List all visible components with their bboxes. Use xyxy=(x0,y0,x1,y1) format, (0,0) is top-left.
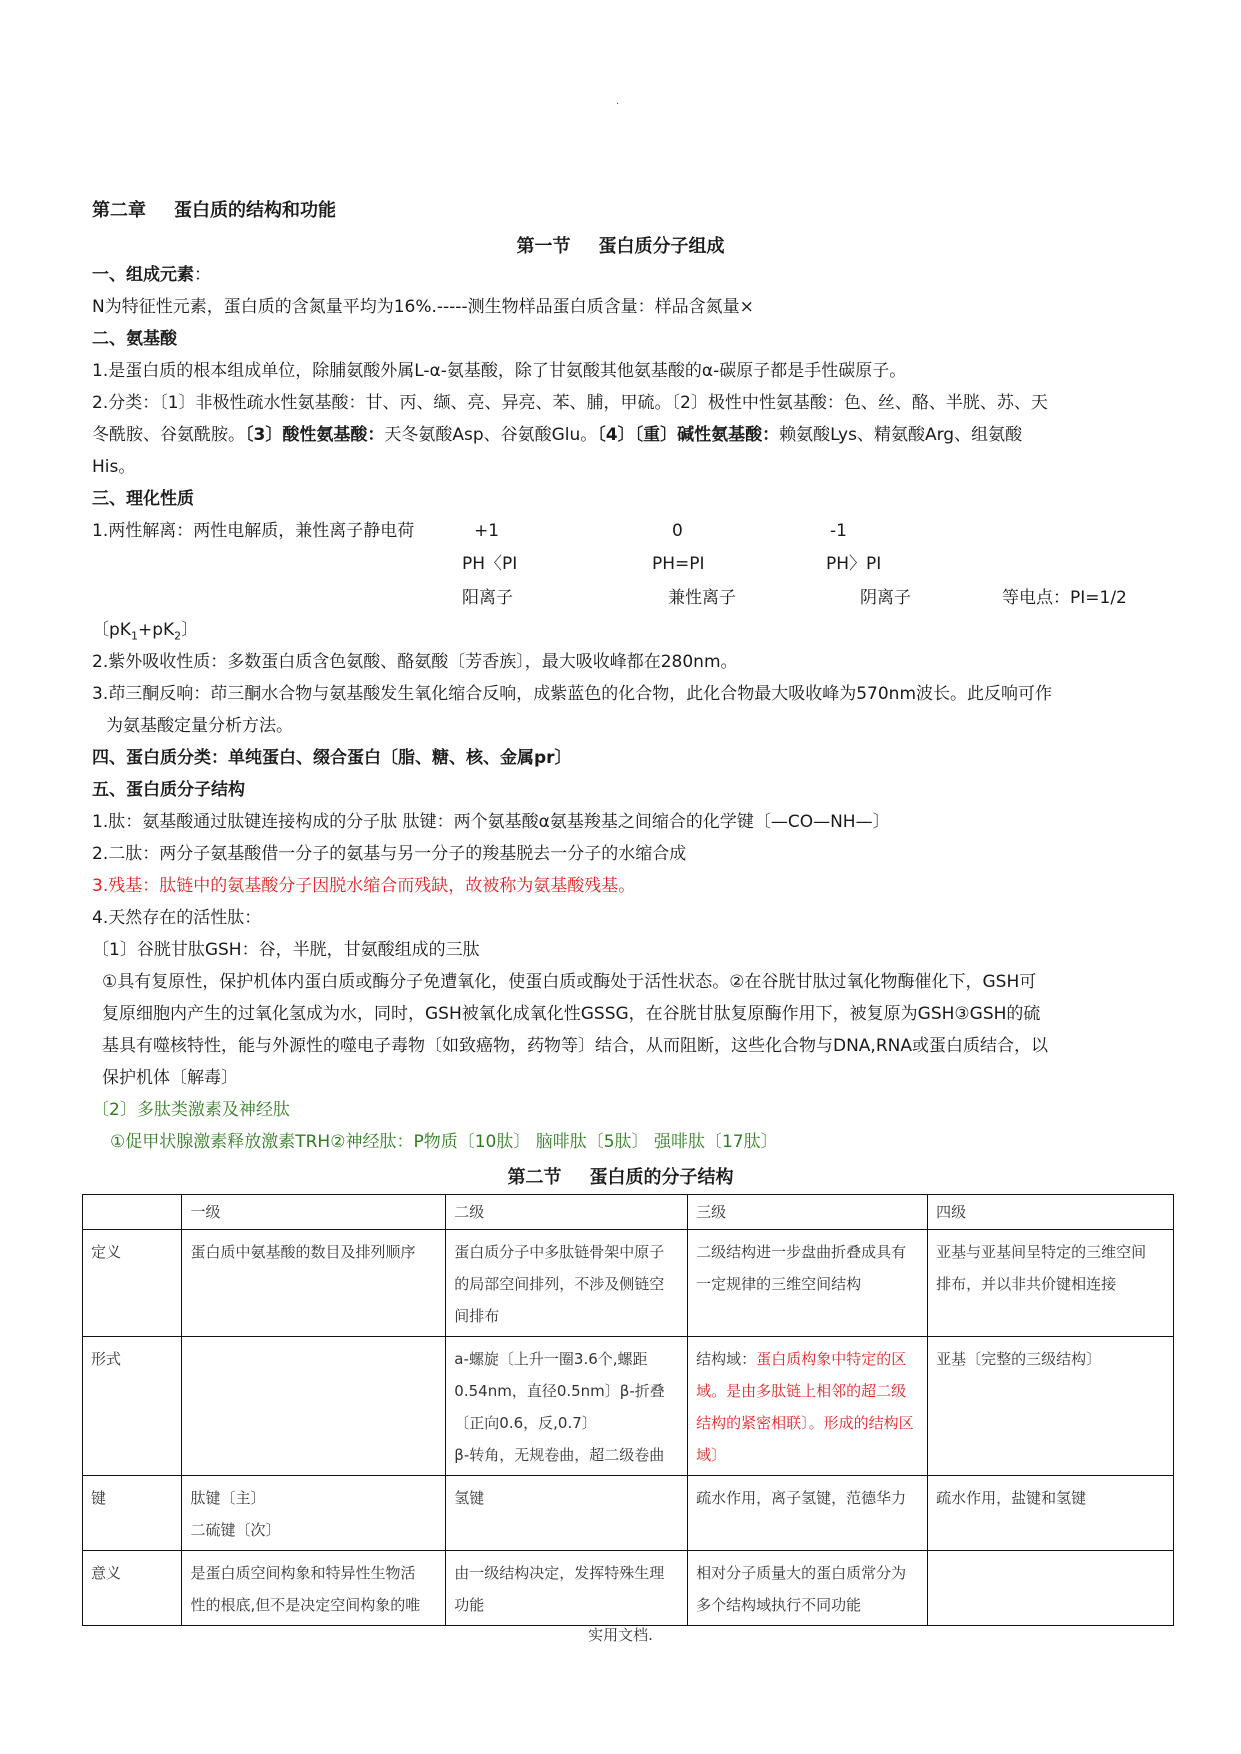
para-gsh: 〔1〕谷胱甘肽GSH：谷，半胱，甘氨酸组成的三肽 xyxy=(92,940,480,960)
cell-line xyxy=(696,1343,919,1375)
subscript: 1 xyxy=(130,629,138,643)
charge-negative: -1 xyxy=(830,521,847,541)
row-label: 形式 xyxy=(83,1337,182,1476)
para-neuropeptides: ①促甲状腺激素释放激素TRH②神经肽：P物质〔10肽〕 脑啡肽〔5肽〕 强啡肽〔17肽〕 xyxy=(110,1132,778,1152)
heading-properties: 三、理化性质 xyxy=(92,489,194,509)
table-header-cell xyxy=(83,1195,182,1230)
para-gsh-detail-2: 复原细胞内产生的过氧化氢成为水，同时，GSH被氧化成氧化性GSSG，在谷胱甘肽复原酶作用下，被复原为GSH③GSH的硫 xyxy=(102,1004,1041,1024)
section1-name: 蛋白质分子组成 xyxy=(598,236,725,257)
ion-cation: 阳离子 xyxy=(462,588,513,608)
cell-line: 〔正向0.6，反,0.7〕 xyxy=(454,1414,597,1432)
pk-formula xyxy=(92,619,198,647)
cell-line: 结构的紧密相联〕。形成的结构区 xyxy=(696,1414,914,1432)
para-gsh-detail-4: 保护机体〔解毒〕 xyxy=(102,1068,238,1088)
table-cell xyxy=(446,1230,688,1337)
ph-less: PH〈PI xyxy=(462,554,518,574)
para-basic-unit: 1.是蛋白质的根本组成单位，除脯氨酸外属L-α-氨基酸，除了甘氨酸其他氨基酸的α-碳原子都是手性碳原子。 xyxy=(92,361,907,381)
table-cell xyxy=(688,1230,928,1337)
table-cell xyxy=(182,1476,446,1551)
table-cell xyxy=(182,1230,446,1337)
table-row xyxy=(83,1230,1174,1337)
table-cell xyxy=(182,1337,446,1476)
para-classification-2 xyxy=(92,424,1022,446)
cell-line: 由一级结构决定，发挥特殊生理 xyxy=(454,1564,665,1582)
cell-line: 域〕 xyxy=(696,1446,727,1464)
cell-line: 蛋白质中氨基酸的数目及排列顺序 xyxy=(190,1243,416,1261)
cell-line: 二级结构进一步盘曲折叠成具有 xyxy=(696,1243,907,1261)
text-span: 冬酰胺、谷氨酰胺。 xyxy=(92,425,245,445)
cell-line: 一定规律的三维空间结构 xyxy=(696,1275,862,1293)
section2-name: 蛋白质的分子结构 xyxy=(589,1167,734,1188)
heading-colon: ： xyxy=(194,265,211,285)
table-cell xyxy=(928,1230,1174,1337)
chapter-title xyxy=(92,196,364,222)
header-mark: . xyxy=(616,96,620,107)
cell-line: 亚基与亚基间呈特定的三维空间 xyxy=(936,1243,1147,1261)
cell-line: 域。是由多肽链上相邻的超二级 xyxy=(696,1382,907,1400)
para-gsh-detail-1: ①具有复原性，保护机体内蛋白质或酶分子免遭氧化，使蛋白质或酶处于活性状态。②在谷胱甘肽过氧化物酶催化下，GSH可 xyxy=(102,972,1037,992)
para-dipeptide: 2.二肽：两分子氨基酸借一分子的氨基与另一分子的羧基脱去一分子的水缩合成 xyxy=(92,844,687,864)
table-cell xyxy=(928,1551,1174,1626)
chapter-name: 蛋白质的结构和功能 xyxy=(174,200,336,221)
chapter-number: 第二章 xyxy=(92,200,146,221)
para-active-peptides: 4.天然存在的活性肽： xyxy=(92,908,262,928)
table-header-cell: 二级 xyxy=(446,1195,688,1230)
ion-anion: 阴离子 xyxy=(860,588,911,608)
cell-line: 的局部空间排列，不涉及侧链空 xyxy=(454,1275,665,1293)
domain-text: 蛋白质构象中特定的区 xyxy=(756,1350,907,1368)
table-cell xyxy=(446,1337,688,1476)
ph-equal: PH=PI xyxy=(652,554,705,574)
charge-positive: +1 xyxy=(474,521,500,541)
cell-line: a-螺旋〔上升一圈3.6个,螺距 xyxy=(454,1350,648,1368)
table-header-cell: 一级 xyxy=(182,1195,446,1230)
heading-text: 一、组成元素 xyxy=(92,265,194,285)
bold-acidic: 〔3〕酸性氨基酸： xyxy=(245,425,385,445)
table-header-cell: 四级 xyxy=(928,1195,1174,1230)
table-row xyxy=(83,1476,1174,1551)
heading-classification: 四、蛋白质分类：单纯蛋白、缀合蛋白〔脂、糖、核、金属pr〕 xyxy=(92,748,572,768)
table-cell: 氢键 xyxy=(446,1476,688,1551)
text-span: 赖氨酸Lys、精氨酸Arg、组氨酸 xyxy=(779,425,1023,445)
cell-line: 二硫键〔次〕 xyxy=(190,1521,281,1539)
para-uv: 2.紫外吸收性质：多数蛋白质含色氨酸、酪氨酸〔芳香族〕，最大吸收峰都在280nm。 xyxy=(92,652,738,672)
subscript: 2 xyxy=(174,629,182,643)
para-ninhydrin-1: 3.茚三酮反响：茚三酮水合物与氨基酸发生氧化缩合反响，成紫蓝色的化合物，此化合物最大吸收峰为570nm波长。此反响可作 xyxy=(92,684,1052,704)
para-amphoteric: 1.两性解离：两性电解质，兼性离子静电荷 xyxy=(92,521,415,541)
text-span: +pK xyxy=(137,620,175,640)
cell-line: 亚基〔完整的三级结构〕 xyxy=(936,1350,1102,1368)
table-cell xyxy=(688,1551,928,1626)
heading-amino-acids: 二、氨基酸 xyxy=(92,329,177,349)
structure-table xyxy=(82,1194,1174,1626)
para-ninhydrin-2: 为氨基酸定量分析方法。 xyxy=(106,716,293,736)
ion-zwitterion: 兼性离子 xyxy=(668,588,736,608)
row-label: 意义 xyxy=(83,1551,182,1626)
cell-line: 排布，并以非共价键相连接 xyxy=(936,1275,1117,1293)
section1-number: 第一节 xyxy=(516,236,571,257)
cell-line: 是蛋白质空间构象和特异性生物活 xyxy=(190,1564,416,1582)
table-cell: 疏水作用，盐键和氢键 xyxy=(928,1476,1174,1551)
cell-line: 多个结构域执行不同功能 xyxy=(696,1596,862,1614)
domain-prefix: 结构域： xyxy=(696,1350,757,1368)
cell-line: β-转角，无规卷曲，超二级卷曲 xyxy=(454,1446,665,1464)
section2-title xyxy=(0,1163,1241,1189)
para-peptide: 1.肽：氨基酸通过肽键连接构成的分子肽 肽键：两个氨基酸α氨基羧基之间缩合的化学键〔—CO—NH—〕 xyxy=(92,812,890,832)
isoelectric-point: 等电点：PI=1/2 xyxy=(1002,588,1127,608)
cell-line: 0.54nm，直径0.5nm〕β-折叠 xyxy=(454,1382,665,1400)
para-gsh-detail-3: 基具有噬核特性，能与外源性的噬电子毒物〔如致癌物，药物等〕结合，从而阻断，这些化合物与DNA,RNA或蛋白质结合，以 xyxy=(102,1036,1048,1056)
ph-greater: PH〉PI xyxy=(826,554,882,574)
section1-title xyxy=(0,232,1241,258)
para-classification-1: 2.分类：〔1〕非极性疏水性氨基酸：甘、丙、缬、亮、异亮、苯、脯，甲硫。〔2〕极性中性氨基酸：色、丝、酪、半胱、苏、天 xyxy=(92,393,1048,413)
table-cell xyxy=(688,1337,928,1476)
section2-number: 第二节 xyxy=(507,1167,562,1188)
para-classification-3: His。 xyxy=(92,457,136,477)
para-nitrogen: N为特征性元素，蛋白质的含氮量平均为16%.-----测生物样品蛋白质含量：样品含氮量× xyxy=(92,297,754,317)
para-residue: 3.残基：肽链中的氨基酸分子因脱水缩合而残缺，故被称为氨基酸残基。 xyxy=(92,876,636,896)
heading-elements xyxy=(92,264,211,286)
cell-line: 间排布 xyxy=(454,1307,500,1325)
para-hormones: 〔2〕多肽类激素及神经肽 xyxy=(92,1100,290,1120)
table-row xyxy=(83,1337,1174,1476)
table-header-cell: 三级 xyxy=(688,1195,928,1230)
cell-line: 蛋白质分子中多肽链骨架中原子 xyxy=(454,1243,665,1261)
cell-line: 功能 xyxy=(454,1596,485,1614)
table-header-row xyxy=(83,1195,1174,1230)
text-span: 天冬氨酸Asp、谷氨酸Glu。 xyxy=(384,425,598,445)
table-cell xyxy=(928,1337,1174,1476)
charge-zero: 0 xyxy=(672,521,683,541)
table-cell xyxy=(446,1551,688,1626)
text-span: 〕 xyxy=(181,620,199,640)
cell-line: 性的根底,但不是决定空间构象的唯 xyxy=(190,1596,421,1614)
row-label: 定义 xyxy=(83,1230,182,1337)
text-span: 〔pK xyxy=(92,620,131,640)
cell-line: 相对分子质量大的蛋白质常分为 xyxy=(696,1564,907,1582)
heading-structure: 五、蛋白质分子结构 xyxy=(92,780,245,800)
footer-text: 实用文档. xyxy=(588,1626,653,1644)
table-row xyxy=(83,1551,1174,1626)
table-cell xyxy=(182,1551,446,1626)
row-label: 键 xyxy=(83,1476,182,1551)
table-cell: 疏水作用，离子氢键，范德华力 xyxy=(688,1476,928,1551)
bold-basic: 〔4〕〔重〕碱性氨基酸： xyxy=(597,425,780,445)
cell-line: 肽键〔主〕 xyxy=(190,1489,266,1507)
